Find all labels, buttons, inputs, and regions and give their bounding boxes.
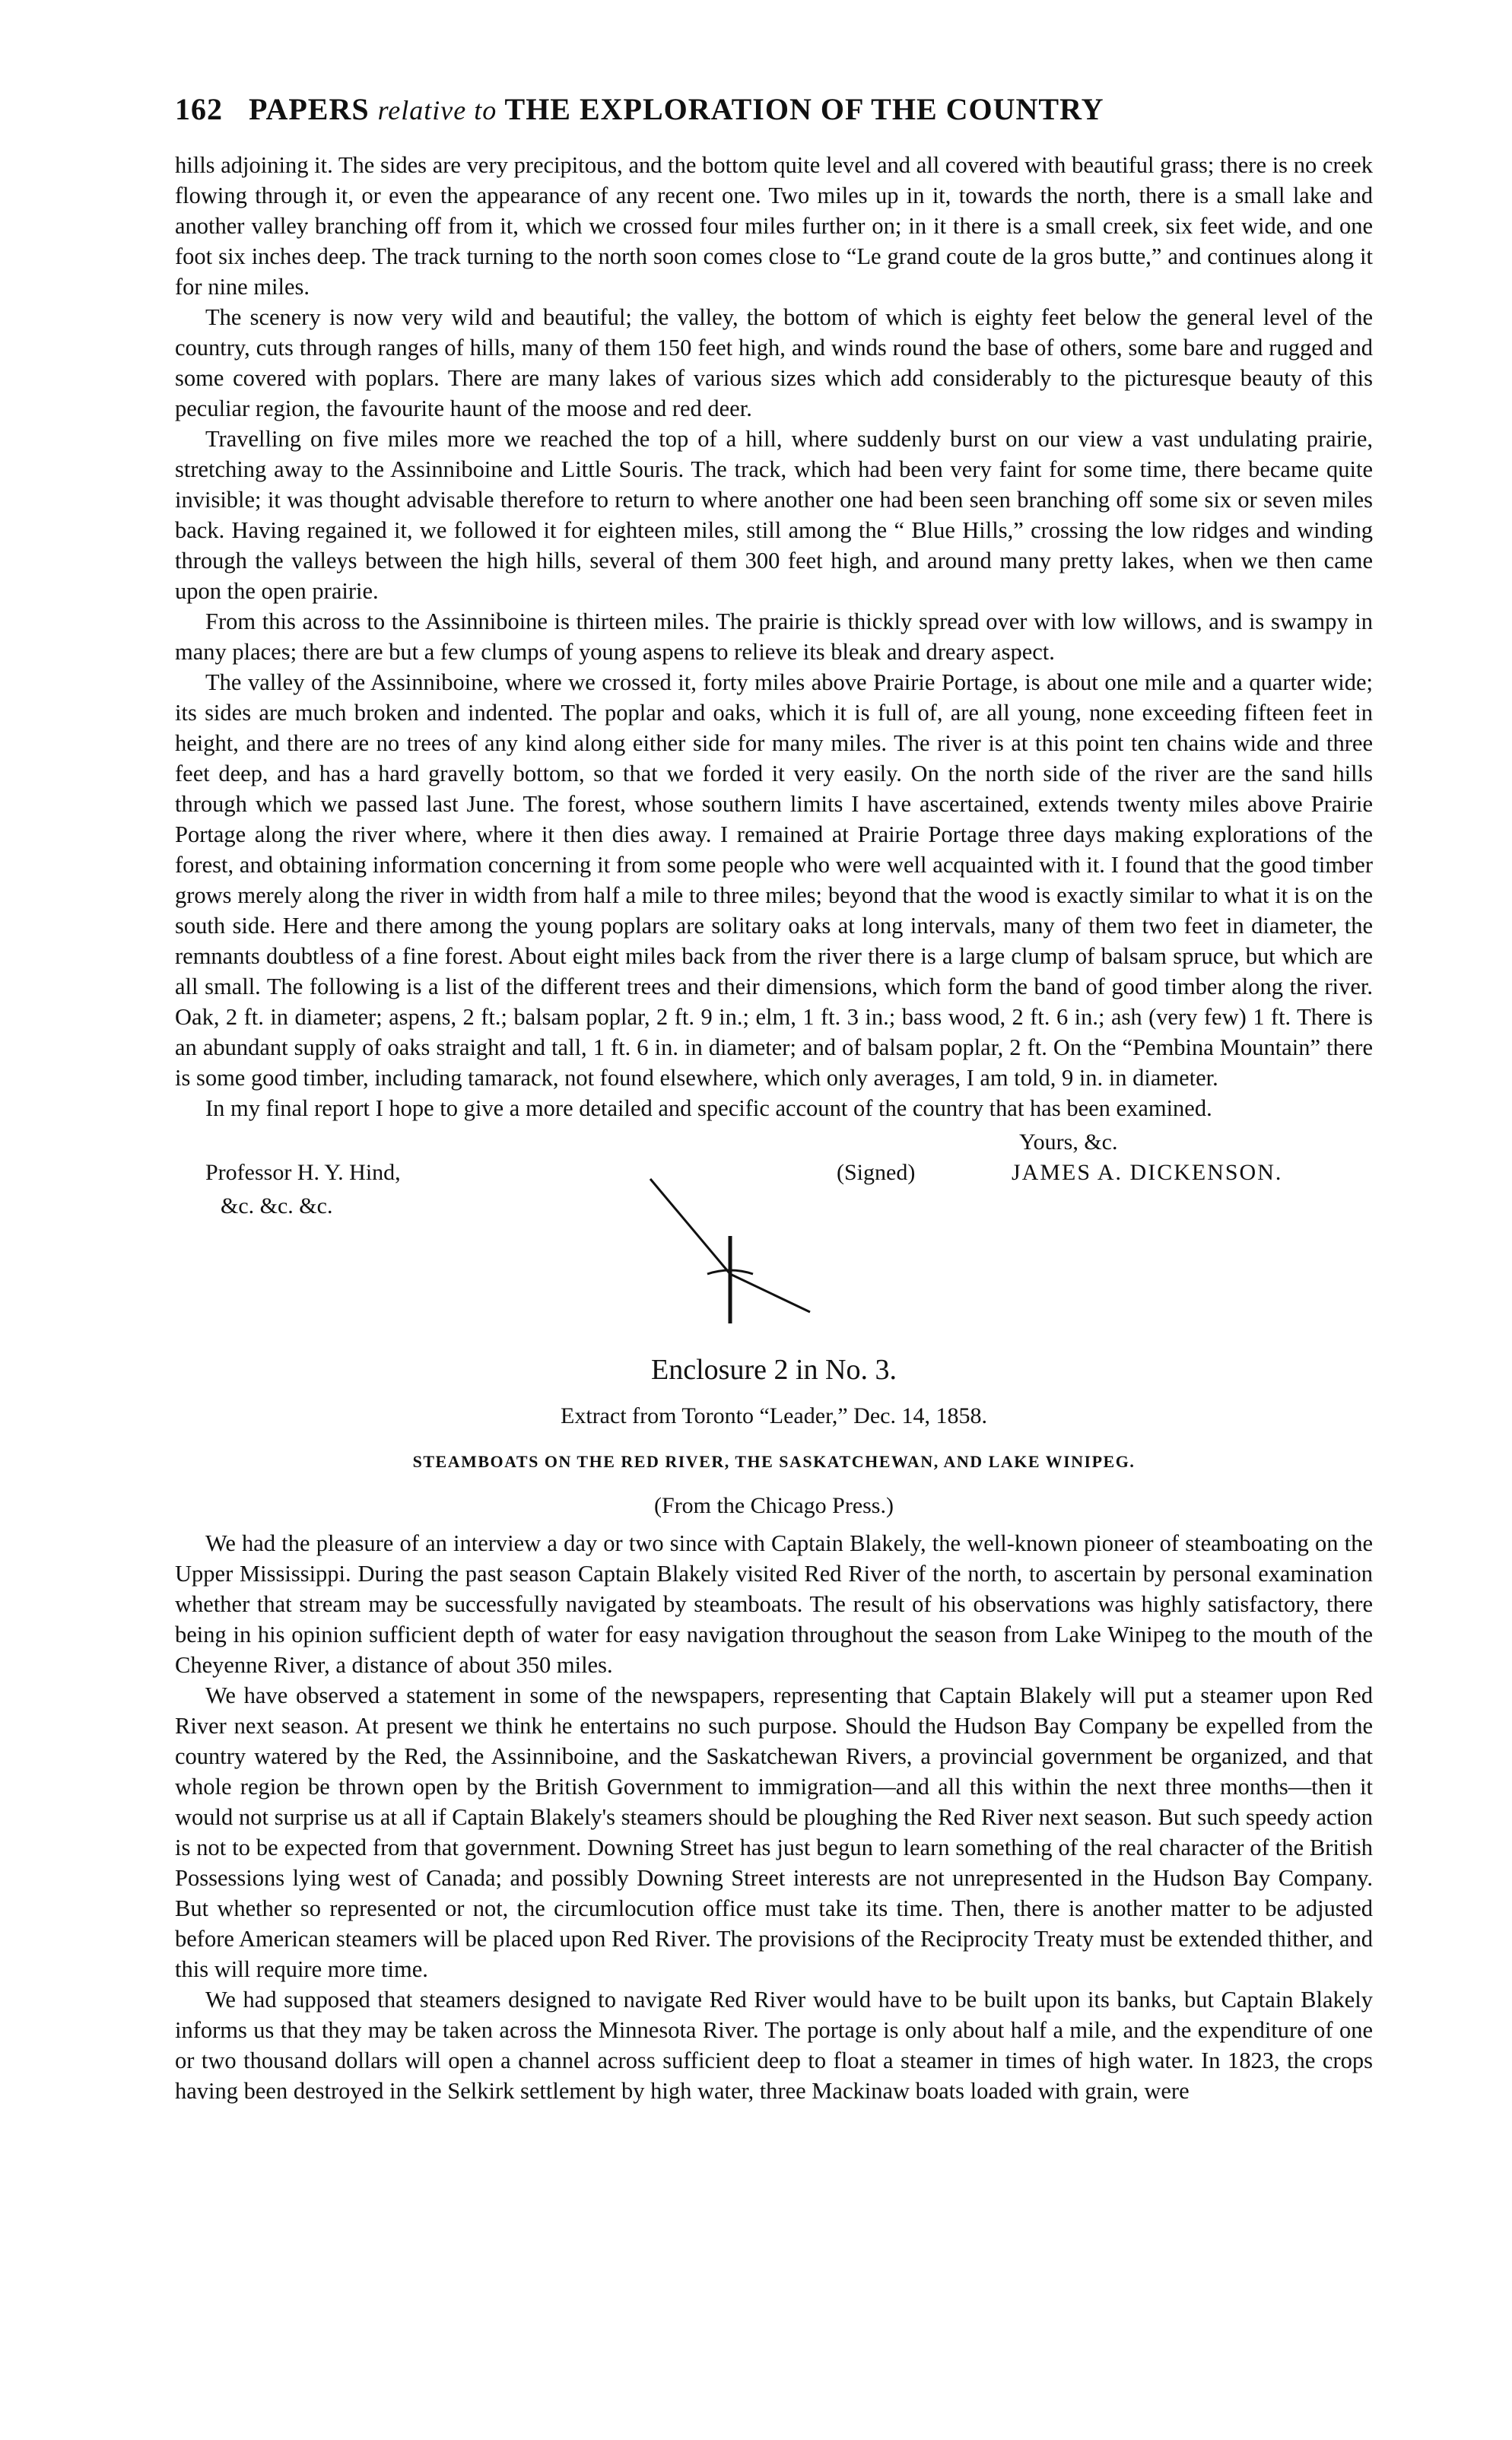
letter-paragraph: From this across to the Assinniboine is thirteen miles. The prairie is thickly spread over with low willows, and is swampy in many places; there are but a few clumps of young aspens to relieve its bleak and dreary aspect. <box>175 608 1373 665</box>
printer-mark <box>175 1228 1373 1342</box>
extract-line: Extract from Toronto “Leader,” Dec. 14, 1858. <box>561 1403 987 1428</box>
article-paragraph: We had the pleasure of an interview a day or two since with Captain Blakely, the well-known pioneer of steamboating on the Upper Mississippi. During the past season Captain Blakely visited Red River of the north, to ascertain by personal examination whether that stream may be successfully navigated by steamboats. The result of his observations was highly satisfactory, there being in his opinion sufficient depth of water for easy navigation throughout the season from Lake Winipeg to the mouth of the Cheyenne River, a distance of about 350 miles. <box>175 1530 1373 1678</box>
article-title: STEAMBOATS ON THE RED RIVER, THE SASKATCHEWAN, AND LAKE WINIPEG. <box>412 1452 1136 1471</box>
running-title <box>249 91 1104 127</box>
article-source: (From the Chicago Press.) <box>654 1493 894 1518</box>
letter-paragraph: Travelling on five miles more we reached the top of a hill, where suddenly burst on our view a vast undulating prairie, stretching away to the Assinniboine and Little Souris. The track, which had been very faint for some time, there became quite invisible; it was thought advisable therefore to return to where another one had been seen branching off some six or seven miles back. Having regained it, we followed it for eighteen miles, still among the “ Blue Hills,” crossing the low ridges and winding through the valleys between the high hills, several of them 300 feet high, and around many pretty lakes, when we then came upon the open prairie. <box>175 426 1373 604</box>
signer-name: JAMES A. DICKENSON. <box>1012 1160 1283 1185</box>
recipient-etc: &c. &c. &c. <box>221 1193 333 1218</box>
page-number: 162 <box>175 92 223 126</box>
running-title-italic: relative to <box>377 95 497 125</box>
running-title-part1: PAPERS <box>249 92 370 126</box>
enclosure-heading: Enclosure 2 in No. 3. <box>651 1354 897 1386</box>
letter-paragraph: hills adjoining it. The sides are very precipitous, and the bottom quite level and all covered with beautiful grass; there is no creek flowing through it, or even the appearance of any recent one. Two miles up in it, towards the north, there is a small lake and another valley branching off from it, which we crossed four miles further on; in it there is a small creek, six feet wide, and one foot six inches deep. The track turning to the north soon comes close to “Le grand coute de la gros butte,” and continues along it for nine miles. <box>175 152 1373 300</box>
signed-label: (Signed) <box>837 1160 916 1185</box>
letter-paragraph: The valley of the Assinniboine, where we crossed it, forty miles above Prairie Portage, is about one mile and a quarter wide; its sides are much broken and indented. The poplar and oaks, which it is full of, are all young, none exceeding fifteen feet in height, and there are no trees of any kind along either side for many miles. The river is at this point ten chains wide and three feet deep, and has a hard gravelly bottom, so that we forded it very easily. On the north side of the river are the sand hills through which we passed last June. The forest, whose southern limits I have ascertained, extends twenty miles above Prairie Portage along the river where, where it then dies away. I remained at Prairie Portage three days making explorations of the forest, and obtaining information concerning it from some people who were well acquainted with it. I found that the good timber grows merely along the river in width from half a mile to three miles; beyond that the wood is exactly similar to what it is on the south side. Here and there among the young poplars are solitary oaks at long intervals, many of them two feet in diameter, the remnants doubtless of a fine forest. About eight miles back from the river there is a large clump of balsam spruce, but which are all small. The following is a list of the different trees and their dimensions, which form the band of good timber along the river. Oak, 2 ft. in diameter; aspens, 2 ft.; balsam poplar, 2 ft. 9 in.; elm, 1 ft. 3 in.; bass wood, 2 ft. 6 in.; ash (very few) 1 ft. There is an abundant supply of oaks straight and tall, 1 ft. 6 in. in diameter; and of balsam poplar, 2 ft. On the “Pembina Mountain” there is some good timber, including tamarack, not found elsewhere, which only averages, I am told, 9 in. in diameter. <box>175 669 1373 1091</box>
closing: Yours, &c. <box>1019 1129 1118 1155</box>
letter-paragraph: In my final report I hope to give a more detailed and specific account of the country that has been examined. <box>205 1095 1212 1121</box>
article-paragraph: We had supposed that steamers designed to navigate Red River would have to be built upon its banks, but Captain Blakely informs us that they may be taken across the Minnesota River. The portage is only about half a mile, and the expenditure of one or two thousand dollars will open a channel across sufficient deep to float a steamer in times of high water. In 1823, the crops having been destroyed in the Selkirk settlement by high water, three Mackinaw boats loaded with grain, were <box>175 1987 1373 2104</box>
fleuron-mark-icon <box>616 1175 844 1327</box>
running-title-part2: THE EXPLORATION OF THE COUNTRY <box>504 92 1104 126</box>
article-paragraph: We have observed a statement in some of the newspapers, representing that Captain Blakely will put a steamer upon Red River next season. At present we think he entertains no such purpose. Should the Hudson Bay Company be expelled from the country watered by the Red, the Assinniboine, and the Saskatchewan Rivers, a provincial government be organized, and that whole region be thrown open by the British Government to immigration—and all this within the next three months—then it would not surprise us at all if Captain Blakely's steamers should be ploughing the Red River next season. But such speedy action is not to be expected from that government. Downing Street has just begun to learn something of the real character of the British Possessions lying west of Canada; and possibly Downing Street interests are not unrepresented in the Hudson Bay Company. But whether so represented or not, the circumlocution office must take its time. Then, there is another matter to be adjusted before American steamers will be placed upon Red River. The provisions of the Reciprocity Treaty must be extended thither, and this will require more time. <box>175 1682 1373 1982</box>
recipient: Professor H. Y. Hind, <box>205 1160 401 1185</box>
page-header <box>175 91 1373 127</box>
letter-body <box>175 150 1373 1123</box>
article-body <box>175 1528 1373 2106</box>
letter-paragraph: The scenery is now very wild and beautiful; the valley, the bottom of which is eighty feet below the general level of the country, cuts through ranges of hills, many of them 150 feet high, and winds round the base of others, some bare and rugged and some covered with poplars. There are many lakes of various sizes which add considerably to the picturesque beauty of this peculiar region, the favourite haunt of the moose and red deer. <box>175 304 1373 421</box>
document-page <box>175 91 1373 2106</box>
